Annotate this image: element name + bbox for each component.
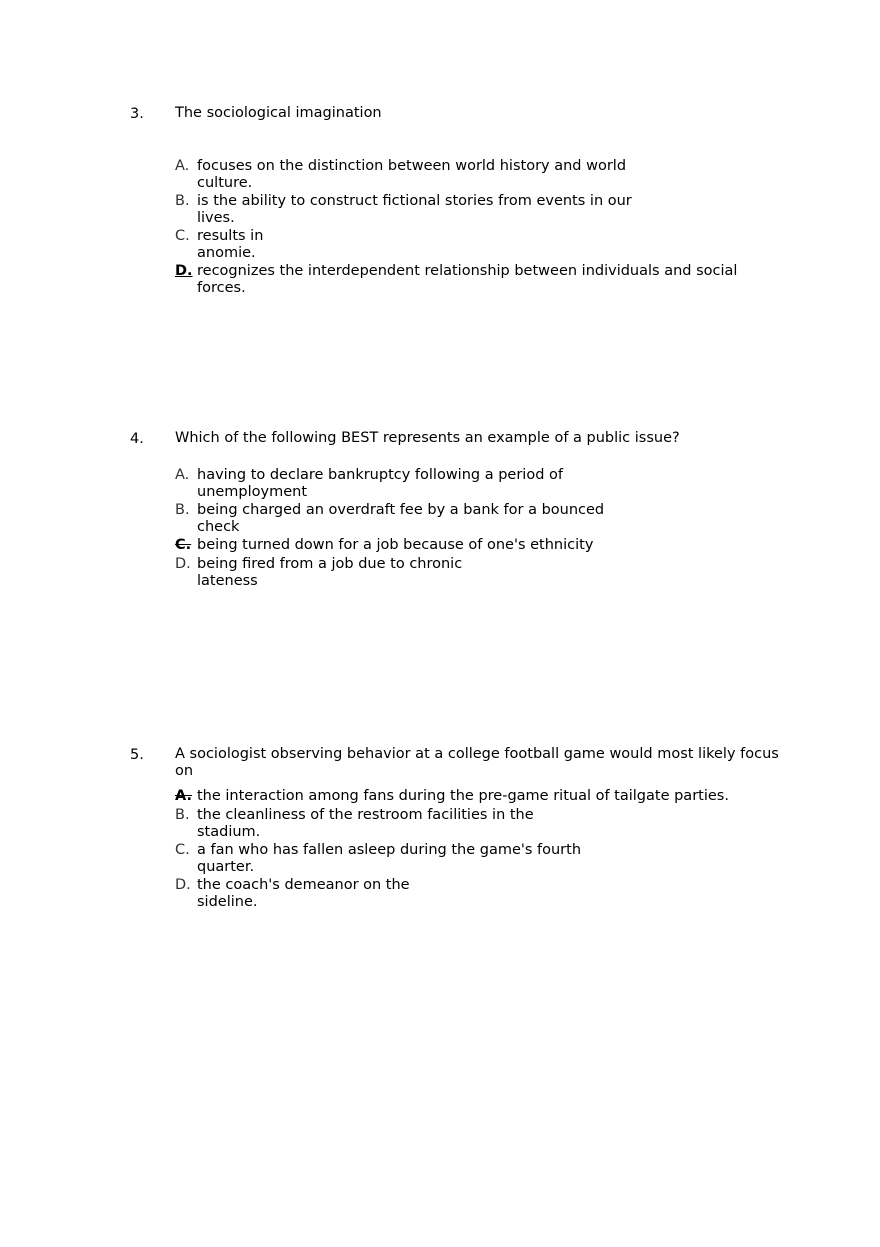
answer-letter: A. bbox=[175, 467, 190, 483]
answer-letter: B. bbox=[175, 502, 190, 518]
answer-text: the cleanliness of the restroom facilities in the stadium. bbox=[197, 807, 534, 840]
answer-letter: C. bbox=[175, 228, 190, 244]
answer-list bbox=[175, 788, 775, 911]
answer-option-d bbox=[175, 556, 475, 590]
answer-text: being fired from a job due to chronic lateness bbox=[197, 556, 463, 589]
answer-option-c bbox=[175, 537, 775, 554]
answer-letter: B. bbox=[175, 807, 190, 823]
answer-text: results in anomie. bbox=[197, 228, 264, 261]
question-number: 5. bbox=[130, 747, 144, 763]
answer-option-a bbox=[175, 467, 585, 501]
answer-list bbox=[175, 467, 775, 590]
answer-option-b bbox=[175, 502, 620, 536]
correct-answer-letter: D. bbox=[175, 263, 193, 279]
answer-option-a bbox=[175, 788, 775, 805]
question-number: 3. bbox=[130, 106, 144, 122]
answer-option-b bbox=[175, 807, 550, 841]
answer-letter: D. bbox=[175, 556, 191, 572]
answer-text: the interaction among fans during the pre-game ritual of tailgate parties. bbox=[197, 788, 729, 804]
answer-letter: C. bbox=[175, 842, 190, 858]
answer-text: recognizes the interdependent relationship between individuals and social forces. bbox=[197, 263, 738, 296]
answer-text: having to declare bankruptcy following a period of unemployment bbox=[197, 467, 563, 500]
answer-text: being turned down for a job because of one's ethnicity bbox=[197, 537, 594, 553]
answer-text: the coach's demeanor on the sideline. bbox=[197, 877, 410, 910]
answer-option-d bbox=[175, 263, 750, 297]
answer-text: is the ability to construct fictional stories from events in our lives. bbox=[197, 193, 632, 226]
answer-option-c bbox=[175, 842, 595, 876]
answer-text: focuses on the distinction between world history and world culture. bbox=[197, 158, 627, 191]
answer-list bbox=[175, 158, 750, 297]
answer-option-a bbox=[175, 158, 635, 192]
correct-answer-letter: C. bbox=[175, 537, 192, 553]
answer-letter: B. bbox=[175, 193, 190, 209]
answer-option-b bbox=[175, 193, 645, 227]
answer-letter: D. bbox=[175, 877, 191, 893]
question-stem: Which of the following BEST represents an example of a public issue? bbox=[175, 430, 680, 446]
question-stem: The sociological imagination bbox=[175, 105, 382, 121]
question-stem: A sociologist observing behavior at a college football game would most likely focus on bbox=[175, 746, 779, 779]
answer-option-c bbox=[175, 228, 285, 262]
answer-text: a fan who has fallen asleep during the game's fourth quarter. bbox=[197, 842, 582, 875]
answer-letter: A. bbox=[175, 158, 190, 174]
question-number: 4. bbox=[130, 431, 144, 447]
answer-text: being charged an overdraft fee by a bank for a bounced check bbox=[197, 502, 605, 535]
correct-answer-letter: A. bbox=[175, 788, 192, 804]
answer-option-d bbox=[175, 877, 420, 911]
